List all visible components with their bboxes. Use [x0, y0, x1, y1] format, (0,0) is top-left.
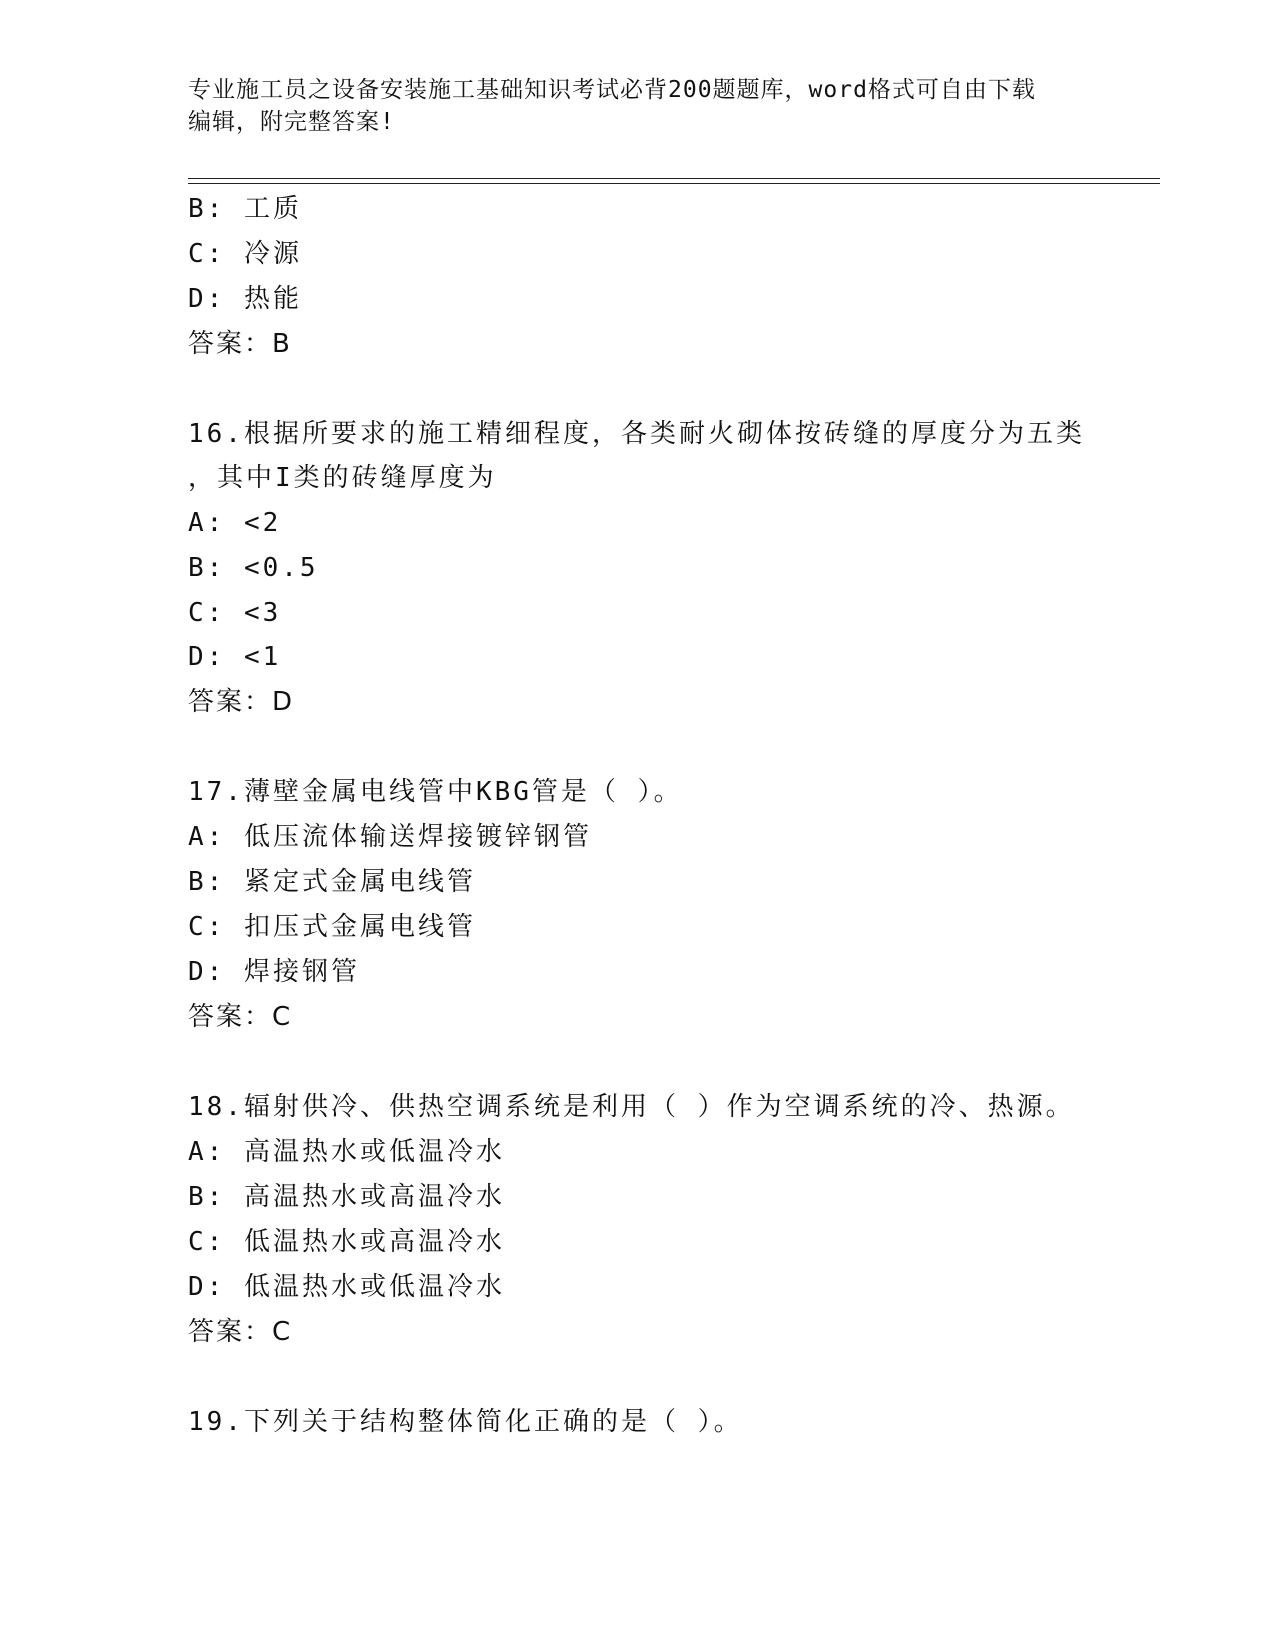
q17-stem: 17.薄壁金属电线管中KBG管是（ ）。 [188, 777, 683, 807]
q18-option-c: C: 低温热水或高温冷水 [188, 1227, 505, 1257]
q17-option-d: D: 焊接钢管 [188, 957, 360, 987]
q17-option-b: B: 紧定式金属电线管 [188, 867, 476, 897]
header-title-line-1: 专业施工员之设备安装施工基础知识考试必背200题题库，word格式可自由下载 [188, 77, 1036, 103]
q16-stem-line-2: ，其中I类的砖缝厚度为 [188, 463, 497, 493]
q15-answer: 答案：B [188, 329, 292, 359]
q16-option-a: A: <2 [188, 508, 282, 538]
q16-option-c: C: <3 [188, 598, 282, 628]
q15-option-c: C: 冷源 [188, 239, 302, 269]
q17-option-c: C: 扣压式金属电线管 [188, 912, 476, 942]
header-divider-top [188, 178, 1160, 179]
q15-option-b: B: 工质 [188, 194, 302, 224]
q19-stem: 19.下列关于结构整体简化正确的是（ ）。 [188, 1407, 743, 1437]
q16-stem-line-1: 16.根据所要求的施工精细程度，各类耐火砌体按砖缝的厚度分为五类 [188, 419, 1085, 449]
q18-option-d: D: 低温热水或低温冷水 [188, 1272, 505, 1302]
header-divider-bottom [188, 183, 1160, 184]
q18-option-b: B: 高温热水或高温冷水 [188, 1182, 505, 1212]
q18-option-a: A: 高温热水或低温冷水 [188, 1137, 505, 1167]
q15-option-d: D: 热能 [188, 284, 302, 314]
q17-answer: 答案：C [188, 1002, 293, 1032]
q16-option-d: D: <1 [188, 642, 282, 672]
q17-option-a: A: 低压流体输送焊接镀锌钢管 [188, 822, 592, 852]
q18-answer: 答案：C [188, 1317, 293, 1347]
document-header [188, 74, 1088, 138]
header-title-line-2: 编辑，附完整答案! [188, 109, 395, 135]
q16-answer: 答案：D [188, 687, 295, 717]
q16-option-b: B: <0.5 [188, 553, 319, 583]
q18-stem: 18.辐射供冷、供热空调系统是利用（ ）作为空调系统的冷、热源。 [188, 1092, 1075, 1122]
